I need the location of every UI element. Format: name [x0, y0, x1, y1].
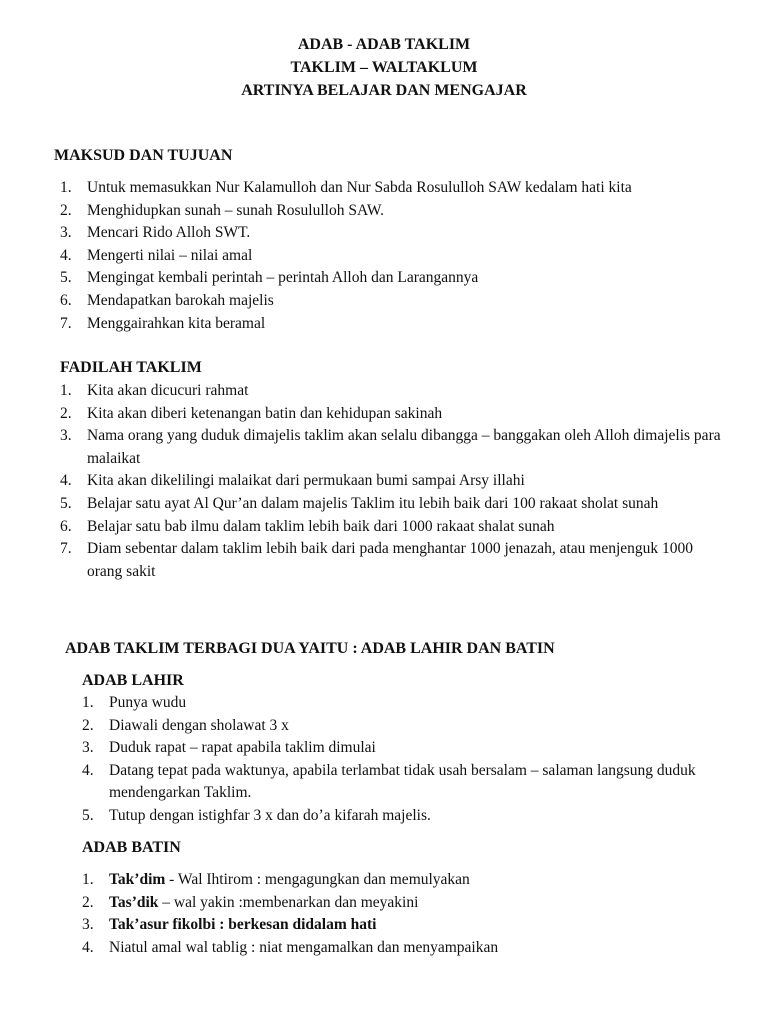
list-item: 3. Nama orang yang duduk dimajelis taklim akan selalu dibangga – banggakan oleh Alloh dimajelis para malaikat	[60, 427, 721, 467]
list-item: 3. Mencari Rido Alloh SWT.	[60, 224, 251, 242]
adab-heading: ADAB TAKLIM TERBAGI DUA YAITU : ADAB LAHIR DAN BATIN	[65, 640, 555, 657]
list-item: 1. Kita akan dicucuri rahmat	[60, 382, 249, 399]
list-item: 6. Belajar satu bab ilmu dalam taklim lebih baik dari 1000 rakaat shalat sunah	[60, 517, 555, 535]
title-line-1: ADAB - ADAB TAKLIM	[297, 36, 471, 53]
fadilah-list	[60, 380, 730, 583]
list-item: 2. Kita akan diberi ketenangan batin dan kehidupan sakinah	[60, 404, 443, 422]
list-item: 2. Diawali dengan sholawat 3 x	[82, 716, 289, 734]
list-item: 2. Menghidupkan sunah – sunah Rosululloh SAW.	[60, 201, 384, 219]
maksud-list	[60, 177, 740, 335]
list-item: 4. Kita akan dikelilingi malaikat dari permukaan bumi sampai Arsy illahi	[60, 472, 525, 490]
title-line-3: ARTINYA BELAJAR DAN MENGAJAR	[241, 82, 527, 99]
list-item: 4. Niatul amal wal tablig : niat mengamalkan dan menyampaikan	[82, 938, 499, 956]
maksud-heading: MAKSUD DAN TUJUAN	[54, 147, 233, 164]
list-item: 4. Datang tepat pada waktunya, apabila terlambat tidak usah bersalam – salaman langsung duduk mendengarkan Taklim.	[82, 761, 696, 802]
list-item: 5. Belajar satu ayat Al Qur’an dalam majelis Taklim itu lebih baik dari 100 rakaat sholat sunah	[60, 494, 659, 512]
list-item: 7. Diam sebentar dalam taklim lebih baik dari pada menghantar 1000 jenazah, atau menjenguk 1000 orang sakit	[60, 540, 694, 580]
adab-lahir-list	[82, 692, 732, 828]
list-item: 2. Tas’dik – wal yakin :membenarkan dan meyakini	[82, 893, 419, 911]
list-item: 5. Mengingat kembali perintah – perintah Alloh dan Larangannya	[60, 269, 479, 287]
list-item: 3. Tak’asur fikolbi : berkesan didalam hati	[82, 916, 377, 934]
adab-batin-list	[82, 869, 732, 959]
list-item: 4. Mengerti nilai – nilai amal	[60, 246, 253, 264]
document-title	[0, 33, 768, 102]
list-item: 6. Mendapatkan barokah majelis	[60, 291, 274, 309]
list-item: 7. Menggairahkan kita beramal	[60, 314, 266, 332]
list-item: 1. Punya wudu	[82, 694, 187, 711]
adab-lahir-heading: ADAB LAHIR	[82, 672, 184, 689]
fadilah-heading: FADILAH TAKLIM	[60, 359, 202, 376]
adab-batin-heading: ADAB BATIN	[82, 839, 181, 856]
list-item: 5. Tutup dengan istighfar 3 x dan do’a kifarah majelis.	[82, 806, 431, 824]
title-line-2: TAKLIM – WALTAKLUM	[290, 59, 478, 76]
list-item: 3. Duduk rapat – rapat apabila taklim dimulai	[82, 739, 376, 757]
list-item: 1. Untuk memasukkan Nur Kalamulloh dan Nur Sabda Rosululloh SAW kedalam hati kita	[60, 179, 632, 196]
list-item: 1. Tak’dim - Wal Ihtirom : mengagungkan dan memulyakan	[82, 871, 470, 888]
